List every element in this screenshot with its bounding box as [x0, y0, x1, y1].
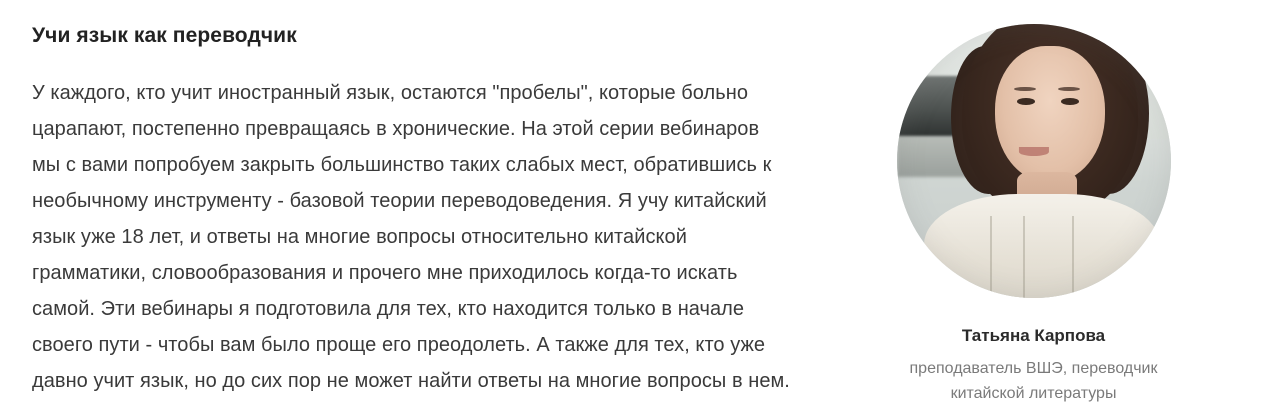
article-paragraph: У каждого, кто учит иностранный язык, остаются "пробелы", которые больно царапают, постепенно превращаясь в хронические. На этой серии вебинаров мы с вами попробуем закрыть большинство таких слабых мест, обратившись к необычному инструменту - базовой теории переводоведения. Я учу китайский язык уже 18 лет, и ответы на многие вопросы относительно китайской грамматики, словообразования и прочего мне приходилось когда-то искать самой. Эти вебинары я подготовила для тех, кто находится только в начале своего пути - чтобы вам было проще его преодолеть. А также для тех, кто уже давно учит язык, но до сих пор не может найти ответы на многие вопросы в нем.: [32, 82, 790, 393]
page-title: Учи язык как переводчик: [32, 24, 297, 47]
author-name: Татьяна Карпова: [961, 326, 1106, 345]
author-role: [910, 356, 1158, 406]
photo-vignette: [897, 24, 1171, 298]
author-role-line-1: преподаватель ВШЭ, переводчик: [909, 359, 1158, 377]
avatar: [897, 24, 1171, 298]
text-column: [32, 22, 802, 399]
author-role-line-2: китайской литературы: [950, 384, 1117, 402]
author-column: [802, 22, 1243, 406]
